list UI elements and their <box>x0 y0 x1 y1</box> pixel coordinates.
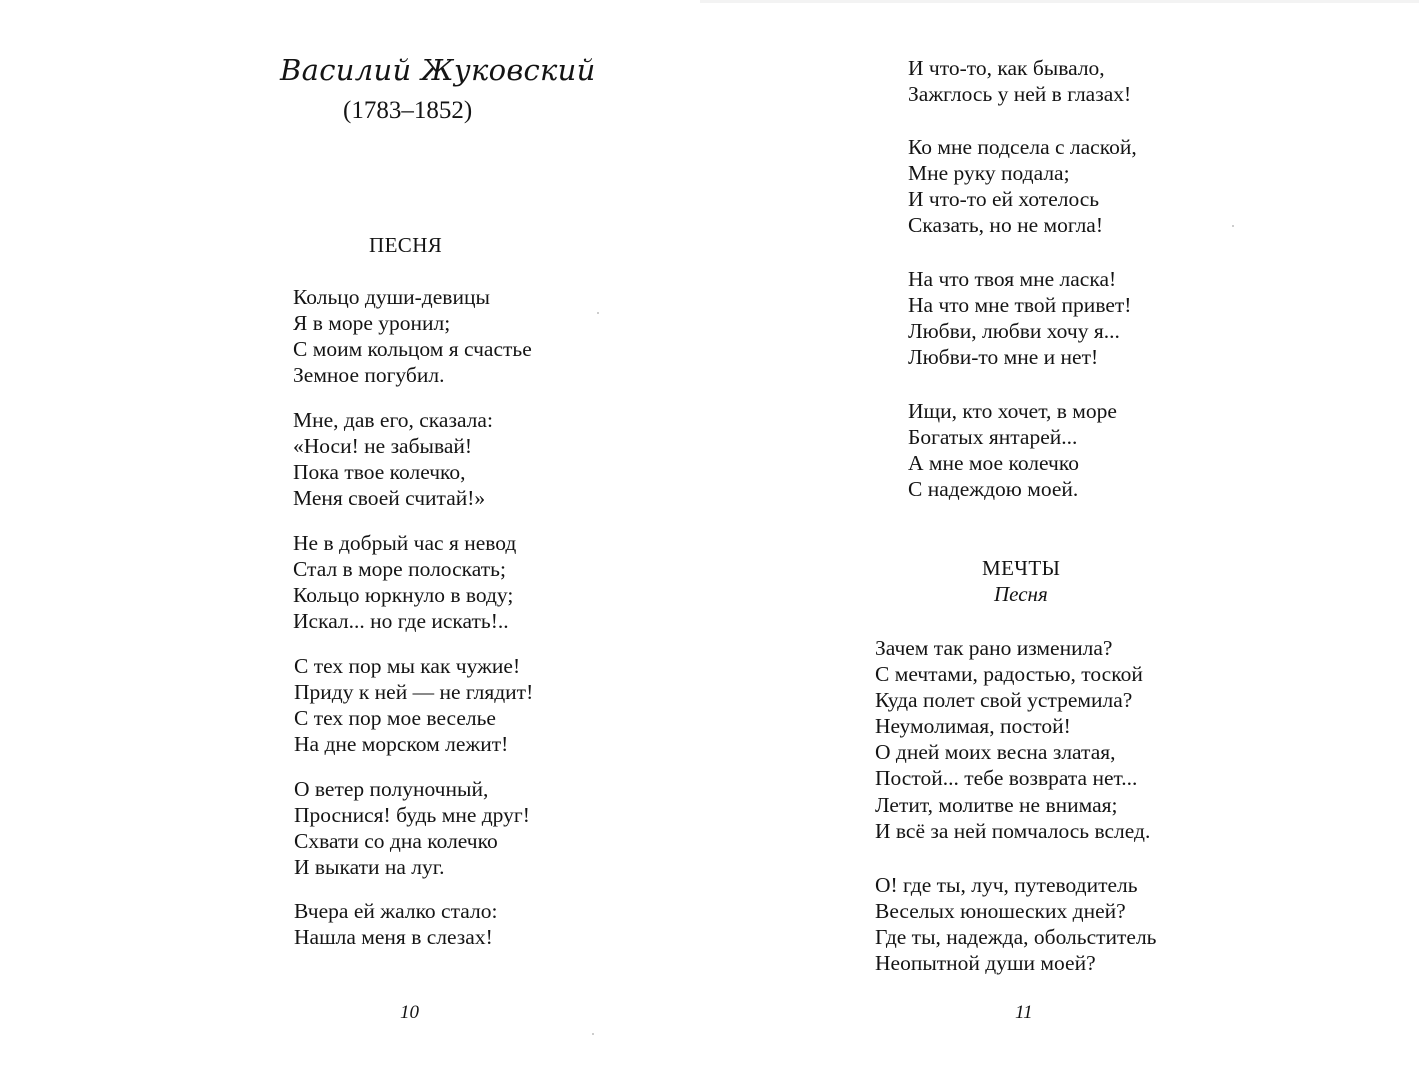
scan-speck <box>592 1033 594 1035</box>
verse-line: О! где ты, луч, путеводитель <box>875 873 1138 897</box>
verse-line: Приду к ней — не глядит! <box>294 680 534 705</box>
verse-line: Проснися! будь мне друг! <box>294 803 530 828</box>
verse-line: Пока твое колечко, <box>293 460 466 485</box>
verse-line: Меня своей считай!» <box>293 486 486 511</box>
verse-line: На что твоя мне ласка! <box>908 267 1117 291</box>
verse-line: Где ты, надежда, обольститель <box>875 925 1157 950</box>
author-name: Василий Жуковский <box>280 53 596 87</box>
right-page <box>700 0 1419 1080</box>
verse-line: Ищи, кто хочет, в море <box>908 399 1117 423</box>
stanza <box>293 284 532 388</box>
page-edge-shade <box>700 0 1419 3</box>
verse-line: О дней моих весна златая, <box>875 740 1116 765</box>
verse-line: И что-то ей хотелось <box>908 187 1100 212</box>
stanza <box>293 530 516 634</box>
verse-line: И что-то, как бывало, <box>908 56 1105 80</box>
verse-line: С тех пор мы как чужие! <box>294 654 521 678</box>
verse-line: Стал в море полоскать; <box>293 557 506 582</box>
page-number: 11 <box>1015 1002 1033 1023</box>
verse-line: Постой... тебе возврата нет... <box>875 766 1138 791</box>
poem-title: МЕЧТЫ <box>982 556 1061 580</box>
scan-speck <box>597 312 599 314</box>
verse-line: Кольцо души-девицы <box>293 285 490 309</box>
verse-line: Мне руку подала; <box>908 161 1070 186</box>
left-page <box>0 0 700 1080</box>
verse-line: Ко мне подсела с лаской, <box>908 135 1137 159</box>
verse-line: С тех пор мое веселье <box>294 706 496 731</box>
verse-line: Зажглось у ней в глазах! <box>908 82 1132 107</box>
stanza <box>294 898 497 950</box>
verse-line: Мне, дав его, сказала: <box>293 408 493 432</box>
verse-line: Любви, любви хочу я... <box>908 319 1120 344</box>
verse-line: Не в добрый час я невод <box>293 531 517 555</box>
verse-line: С моим кольцом я счастье <box>293 337 532 362</box>
verse-line: Богатых янтарей... <box>908 425 1078 450</box>
verse-line: Куда полет свой устремила? <box>875 688 1133 713</box>
verse-line: С мечтами, радостью, тоской <box>875 662 1143 687</box>
author-years: (1783–1852) <box>343 97 473 124</box>
verse-line: На дне морском лежит! <box>294 732 509 757</box>
verse-line: Схвати со дна колечко <box>294 829 498 854</box>
stanza <box>908 266 1131 370</box>
verse-line: Искал... но где искать!.. <box>293 609 509 634</box>
verse-line: И всё за ней помчалось вслед. <box>875 818 1151 843</box>
verse-line: С надеждою моей. <box>908 477 1079 502</box>
poem-title: ПЕСНЯ <box>369 233 443 257</box>
verse-line: Зачем так рано изменила? <box>875 636 1113 660</box>
verse-line: Неумолимая, постой! <box>875 714 1071 739</box>
verse-line: Неопытной души моей? <box>875 951 1096 976</box>
poem-subtitle: Песня <box>994 582 1048 606</box>
stanza <box>294 653 533 757</box>
stanza <box>908 55 1131 107</box>
verse-line: Любви-то мне и нет! <box>908 345 1099 370</box>
stanza <box>875 635 1150 844</box>
scan-speck <box>1232 225 1234 227</box>
stanza <box>908 134 1137 238</box>
stanza <box>875 872 1156 976</box>
verse-line: На что мне твой привет! <box>908 293 1132 318</box>
page-number: 10 <box>400 1002 419 1023</box>
verse-line: Земное погубил. <box>293 363 445 388</box>
verse-line: Я в море уронил; <box>293 311 451 336</box>
verse-line: Сказать, но не могла! <box>908 213 1104 238</box>
stanza <box>908 398 1117 502</box>
verse-line: О ветер полуночный, <box>294 777 489 801</box>
stanza <box>293 407 493 511</box>
verse-line: А мне мое колечко <box>908 451 1079 476</box>
stanza <box>294 776 530 880</box>
verse-line: Нашла меня в слезах! <box>294 925 493 950</box>
verse-line: Веселых юношеских дней? <box>875 899 1126 924</box>
verse-line: Вчера ей жалко стало: <box>294 899 498 923</box>
verse-line: «Носи! не забывай! <box>293 434 473 459</box>
verse-line: Кольцо юркнуло в воду; <box>293 583 514 608</box>
verse-line: И выкати на луг. <box>294 855 445 880</box>
verse-line: Летит, молитве не внимая; <box>875 792 1118 817</box>
